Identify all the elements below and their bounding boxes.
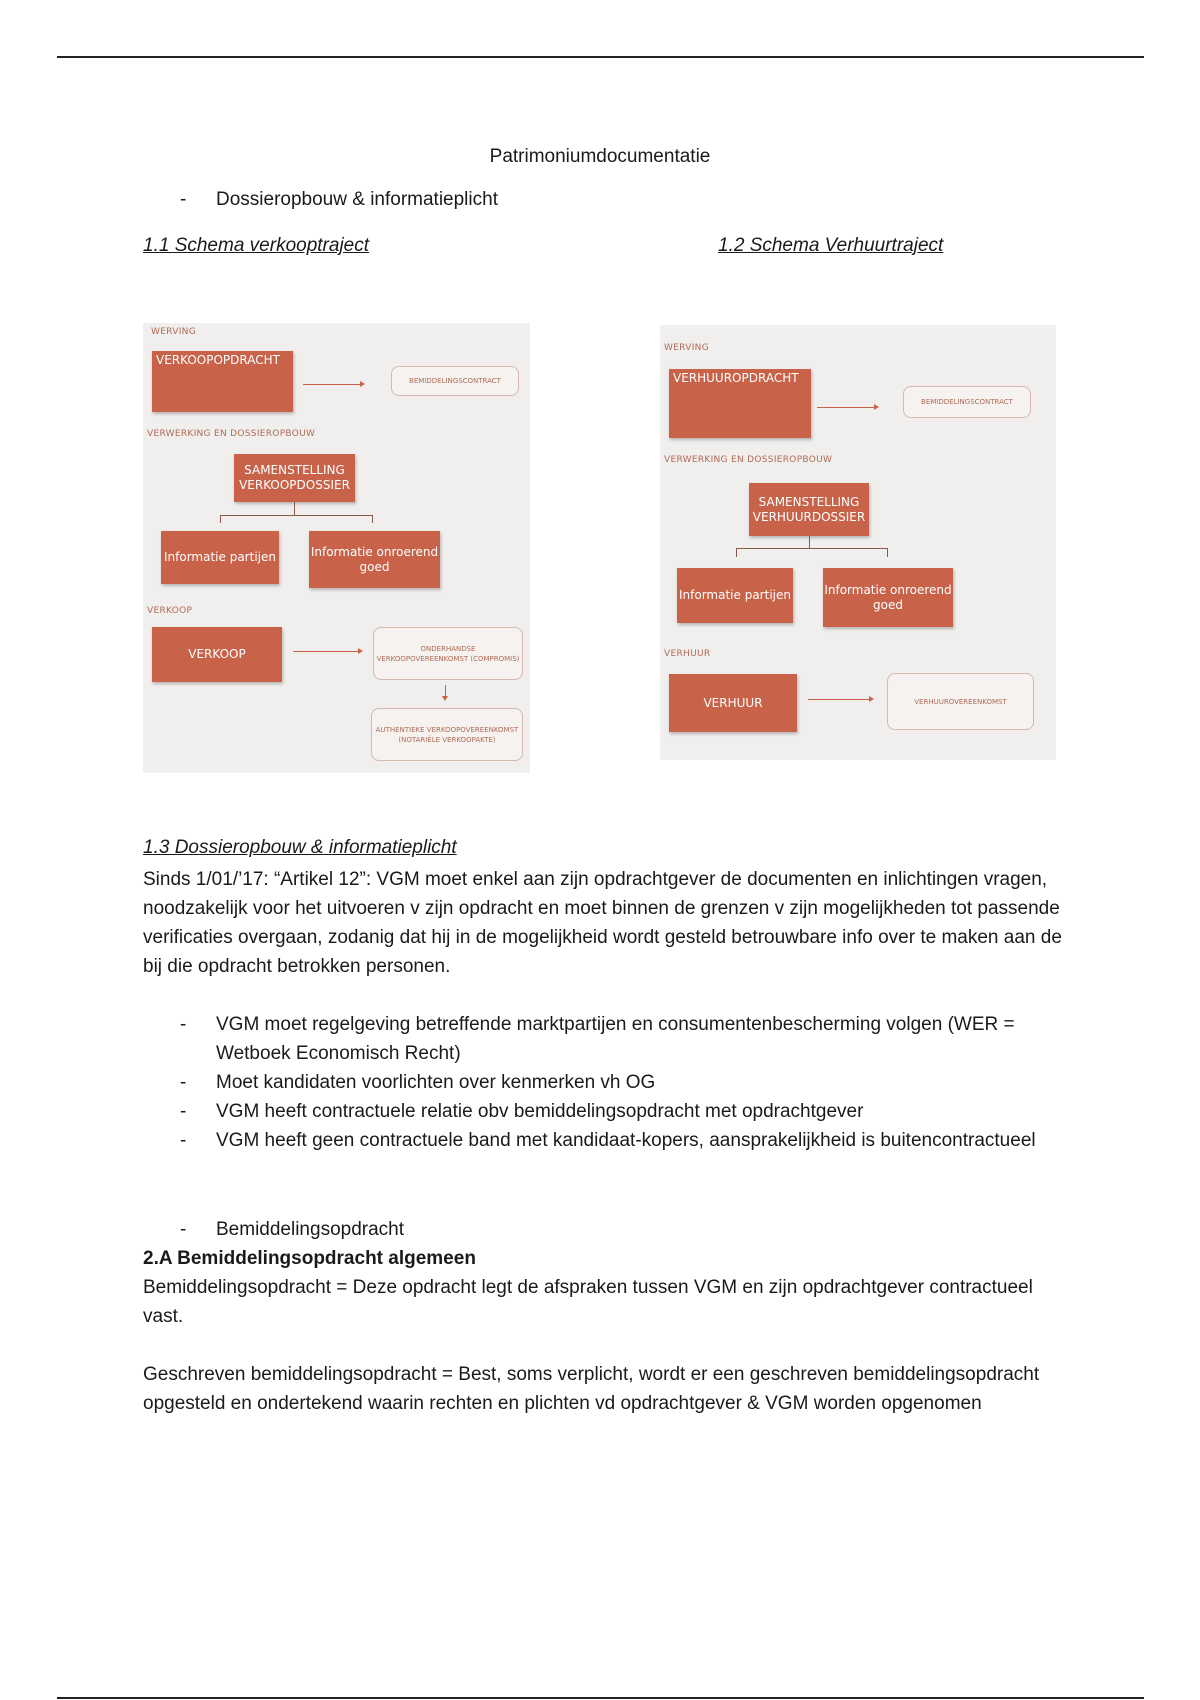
label-verwerking: VERWERKING EN DOSSIEROPBOUW [147, 429, 316, 439]
label-werving: WERVING [664, 343, 709, 353]
label-werving: WERVING [151, 327, 196, 337]
out-bemiddelingscontract: BEMIDDELINGSCONTRACT [391, 366, 519, 396]
out-bemiddelingscontract: BEMIDDELINGSCONTRACT [903, 386, 1031, 418]
heading-schema-verhuur: 1.2 Schema Verhuurtraject [718, 235, 944, 256]
paragraph-geschreven: Geschreven bemiddelingsopdracht = Best, soms verplicht, wordt er een geschreven bemiddelingsopdracht opgesteld en ondertekend waarin rechten en plichten vd opdrachtgever & VGM worden opgenomen [143, 1364, 1040, 1414]
header-rule [57, 56, 1144, 58]
box-informatie-partijen: Informatie partijen [161, 531, 279, 584]
list-item: - VGM heeft contractuele relatie obv bemiddelingsopdracht met opdrachtgever [180, 1097, 1070, 1126]
label-verkoop: VERKOOP [147, 606, 193, 616]
out-onderhandse-verkoopovereenkomst: ONDERHANDSE VERKOOPOVEREENKOMST (COMPROMIS) [373, 627, 523, 680]
arrow [303, 384, 363, 385]
arrow-down [445, 685, 446, 699]
informatieplicht-list [180, 1010, 1070, 1155]
box-verhuur: VERHUUR [669, 674, 797, 732]
list-item: - VGM heeft geen contractuele band met kandidaat-kopers, aansprakelijkheid is buitencontractueel [180, 1126, 1070, 1155]
out-verhuurovereenkomst: VERHUUROVEREENKOMST [887, 673, 1034, 730]
diagram-verkooptraject [143, 323, 530, 773]
heading-dossieropbouw: 1.3 Dossieropbouw & informatieplicht [143, 837, 457, 858]
box-verkoop: VERKOOP [152, 627, 282, 682]
paragraph-artikel-12: Sinds 1/01/’17: “Artikel 12”: VGM moet enkel aan zijn opdrachtgever de documenten en inlichtingen vragen, noodzakelijk voor het uitvoeren v zijn opdracht en moet binnen de grenzen v zijn mogelijkheden tot passende verificaties overgaan, zodanig dat hij in de mogelijkheid wordt gesteld betrouwbare info over te maken aan de bij die opdracht betrokken personen. [143, 869, 1062, 977]
page-title: Patrimoniumdocumentatie [489, 146, 711, 167]
footer-rule [57, 1697, 1144, 1699]
arrow [293, 651, 361, 652]
diagram-verhuurtraject [660, 325, 1056, 760]
arrow [817, 407, 877, 408]
box-informatie-partijen: Informatie partijen [677, 568, 793, 623]
box-samenstelling-dossier: SAMENSTELLING VERHUURDOSSIER [749, 483, 869, 536]
box-verkoopopdracht: VERKOOPOPDRACHT [152, 351, 293, 412]
label-verwerking: VERWERKING EN DOSSIEROPBOUW [664, 455, 833, 465]
box-samenstelling-dossier: SAMENSTELLING VERKOOPDOSSIER [234, 454, 355, 502]
heading-schema-verkoop: 1.1 Schema verkooptraject [143, 235, 370, 256]
box-verhuuropdracht: VERHUUROPDRACHT [669, 369, 811, 438]
heading-2a: 2.A Bemiddelingsopdracht algemeen [143, 1248, 476, 1269]
label-verhuur: VERHUUR [664, 649, 711, 659]
out-authentieke-verkoopovereenkomst: AUTHENTIEKE VERKOOPOVEREENKOMST (NOTARIËLE VERKOOPAKTE) [371, 708, 523, 761]
arrow [808, 699, 872, 700]
list-item: - VGM moet regelgeving betreffende marktpartijen en consumentenbescherming volgen (WER = Wetboek Economisch Recht) [180, 1010, 1070, 1068]
list-item: - Moet kandidaten voorlichten over kenmerken vh OG [180, 1068, 1070, 1097]
box-informatie-onroerend-goed: Informatie onroerend goed [823, 568, 953, 627]
paragraph-bemiddelingsopdracht: Bemiddelingsopdracht = Deze opdracht legt de afspraken tussen VGM en zijn opdrachtgever contractueel vast. [143, 1277, 1033, 1327]
box-informatie-onroerend-goed: Informatie onroerend goed [309, 531, 440, 588]
